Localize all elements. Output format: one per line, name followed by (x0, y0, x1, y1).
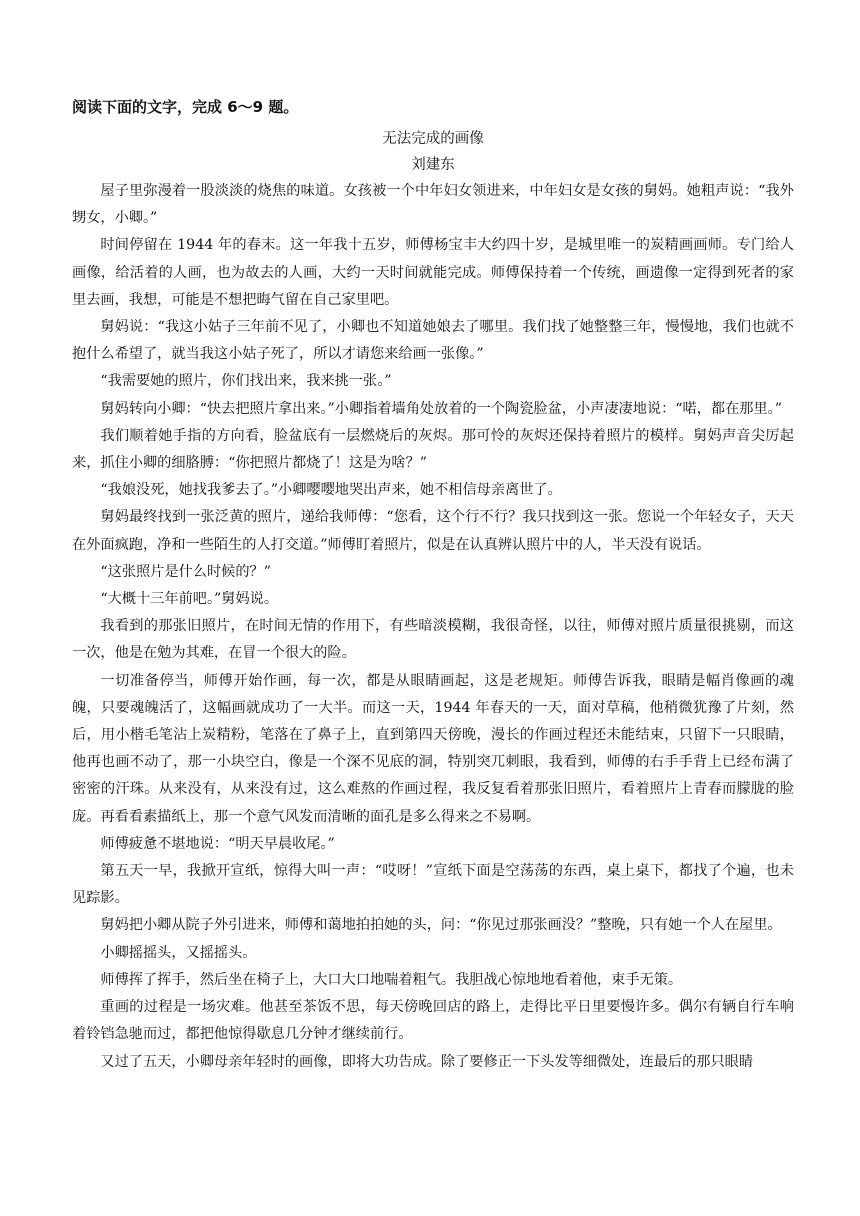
article-title: 无法完成的画像 (382, 131, 484, 147)
article-author: 刘建东 (411, 157, 455, 173)
paragraph: 舅妈转向小卿：“快去把照片拿出来。”小卿指着墙角处放着的一个陶瓷脸盆，小声凄凄地说：“喏，都在那里。” (100, 400, 783, 417)
paragraph: 师傅疲惫不堪地说：“明天早晨收尾。” (100, 835, 335, 852)
paragraph: 时间停留在 1944 年的春末。这一年我十五岁，师傅杨宝丰大约四十岁，是城里唯一的炭精画画师。专门给人画像，给活着的人画，也为故去的人画，大约一天时间就能完成。师傅保持着一个传统，画遗像一定得到死者的家里去画，我想，可能是不想把晦气留在自己家里吧。 (72, 237, 794, 308)
question-instruction: 阅读下面的文字，完成 6～9 题。 (72, 98, 299, 116)
paragraph: 一切准备停当，师傅开始作画，每一次，都是从眼睛画起，这是老规矩。师傅告诉我，眼睛是幅肖像画的魂魄，只要魂魄活了，这幅画就成功了一大半。而这一天，1944 年春天的一天，面对草稿，他稍微犹豫了片刻，然后，用小楷毛笔沾上炭精粉，笔落在了鼻子上，直到第四天傍晚，漫长的作画过程还未能结束，只留下一只眼睛，他再也画不动了，那一小块空白，像是一个深不见底的洞，特别突兀刺眼，我看到，师傅的右手手背上已经布满了密密的汗珠。从来没有，从来没有过，这么难熬的作画过程，我反复看着那张旧照片，看着照片上青春而朦胧的脸庞。再看看素描纸上，那一个意气风发而清晰的面孔是多么得来之不易啊。 (72, 672, 794, 825)
paragraph: 屋子里弥漫着一股淡淡的烧焦的味道。女孩被一个中年妇女领进来，中年妇女是女孩的舅妈。她粗声说：“我外甥女，小卿。” (72, 183, 794, 227)
paragraph: “这张照片是什么时候的？” (100, 563, 271, 580)
paragraph: 第五天一早，我掀开宣纸，惊得大叫一声：“哎呀！”宣纸下面是空荡荡的东西，桌上桌下，都找了个遍，也未见踪影。 (72, 863, 794, 907)
paragraph: 又过了五天，小卿母亲年轻时的画像，即将大功告成。除了要修正一下头发等细微处，连最后的那只眼睛 (100, 1053, 754, 1070)
paragraph: 舅妈把小卿从院子外引进来，师傅和蔼地拍拍她的头，问：“你见过那张画没？”整晚，只有她一个人在屋里。 (100, 917, 782, 934)
paragraph: 我们顺着她手指的方向看，脸盆底有一层燃烧后的灰烬。那可怜的灰烬还保持着照片的模样。舅妈声音尖厉起来，抓住小卿的细胳膊：“你把照片都烧了！这是为啥？” (72, 427, 794, 472)
paragraph: 小卿摇摇头，又摇摇头。 (100, 944, 257, 961)
paragraph: 重画的过程是一场灾难。他甚至茶饭不思，每天傍晚回店的路上，走得比平日里要慢许多。偶尔有辆自行车响着铃铛急驰而过，都把他惊得歇息几分钟才继续前行。 (72, 999, 794, 1043)
document-page (72, 94, 794, 1076)
paragraph: “我娘没死，她找我爹去了。”小卿嘤嘤地哭出声来，她不相信母亲离世了。 (100, 482, 562, 499)
paragraph: 舅妈最终找到一张泛黄的照片，递给我师傅：“您看，这个行不行？我只找到这一张。您说一个年轻女子，天天在外面疯跑，净和一些陌生的人打交道。”师傅盯着照片，似是在认真辨认照片中的人，半天没有说话。 (72, 509, 794, 553)
paragraph: “大概十三年前吧。”舅妈说。 (100, 591, 279, 608)
paragraph: 舅妈说：“我这小姑子三年前不见了，小卿也不知道她娘去了哪里。我们找了她整整三年，慢慢地，我们也就不抱什么希望了，就当我这小姑子死了，所以才请您来给画一张像。” (72, 319, 794, 363)
article-body (72, 178, 794, 1076)
paragraph: 我看到的那张旧照片，在时间无情的作用下，有些暗淡模糊，我很奇怪，以往，师傅对照片质量很挑剔，而这一次，他是在勉为其难，在冒一个很大的险。 (72, 618, 794, 662)
paragraph: 师傅挥了挥手，然后坐在椅子上，大口大口地喘着粗气。我胆战心惊地地看着他，束手无策。 (100, 971, 683, 988)
paragraph: “我需要她的照片，你们找出来，我来挑一张。” (100, 373, 392, 390)
